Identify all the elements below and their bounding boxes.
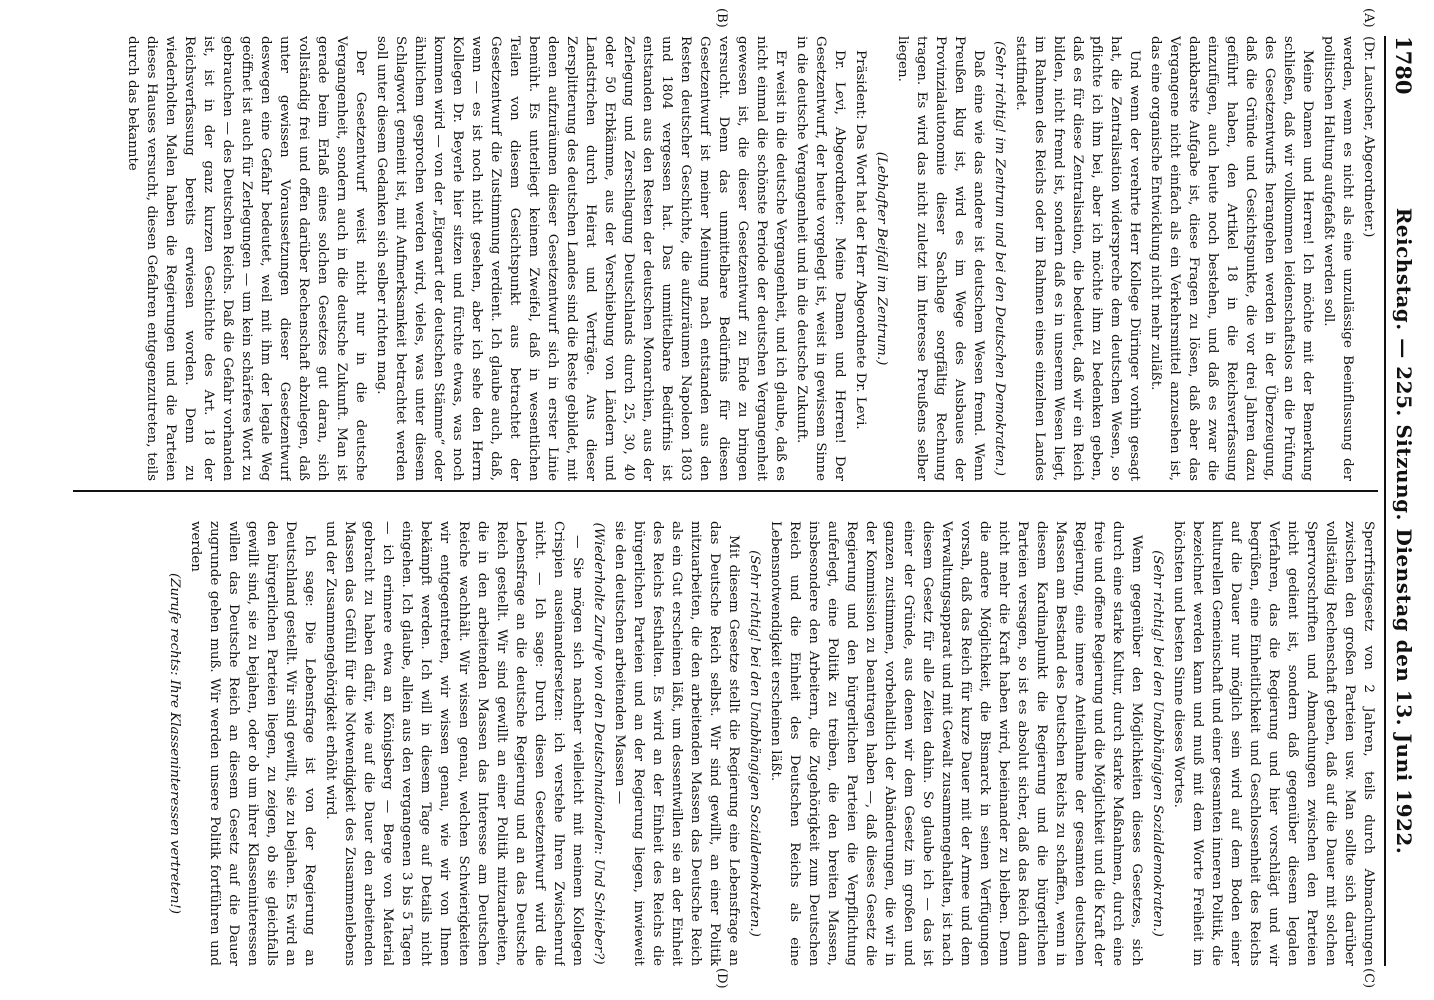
stage-direction: (Sehr richtig! bei den Unabhängigen Sozialdemokraten.): [747, 550, 762, 937]
stage-direction: (Zurufe rechts: Ihre Klasseninteressen vertreten!): [167, 572, 182, 915]
page-number: 1780: [1391, 36, 1416, 95]
margin-marker-a: (A): [1361, 8, 1376, 28]
margin-marker-c: (C): [1361, 968, 1376, 989]
text-column-left: [73, 36, 1378, 481]
paragraph: Sperrfristgesetz von 2 Jahren, teils durch Abmachungen zwischen den großen Parteien usw. Man sollte sich darüber vollständig Rechenschaft geben, daß auf die Dauer mit solchen Sperrvorschriften und Abmachungen zwischen den Parteien nicht gedient ist, sondern daß gegenüber diesem legalen Verfahren, das die Regierung und hier vorschlägt und wir begrüßen, eine Einheitlichkeit und Geschlossenheit des Reichs auf die Dauer nur möglich sein wird auf dem Boden einer kulturellen Gemeinschaft und einer gesamten inneren Politik, die bezeichnet werden kann und muß mit dem Worte Freiheit im höchsten und besten Sinne dieses Wortes.: [1171, 521, 1376, 966]
stage-direction: (Sehr richtig! bei den Unabhängigen Sozialdemokraten.): [1150, 550, 1165, 937]
paragraph: Der Gesetzentwurf weist nicht nur in die deutsche Vergangenheit, sondern auch in die deutsche Zukunft. Man ist gerade beim Erlaß eines solchen Gesetzes gut daran, sich vollständig frei und offen darüber Rechenschaft abzulegen, daß unter gewissen Voraussetzungen dieser Gesetzentwurf deswegen eine Gefahr bedeutet, weil mit ihm der legale Weg geöffnet ist auch für Zerlegungen — um kein schärferes Wort zu gebrauchen — des Deutschen Reichs. Daß die Gefahr vorhanden ist, ist in der ganz kurzen Geschichte des Art. 18 der Reichsverfassung bereits erwiesen worden. Denn zu wiederholten Malen haben die Regierungen und die Parteien dieses Hauses versucht, diesen Gefahren entgegenzutreten, teils durch das bekannte: [125, 36, 368, 481]
paragraph: Und wenn der verehrte Herr Kollege Düringer vorhin gesagt hat, die Zentralisation widerspreche dem deutschen Wesen, so pflichte ich ihm bei, aber ich möchte ihm zu bedenken geben, daß es für diese Zentralisation, die bedeutet, daß wir ein Reich bilden, nicht fremd ist, sondern daß es in unserem Wesen liegt, im Rahmen des Reichs oder im Rahmen eines einzelnen Landes stattfindet.: [1013, 36, 1142, 481]
paragraph: (Dr. Lauscher, Abgeordneter.): [1361, 36, 1376, 238]
page-header: [1384, 36, 1420, 966]
text-column-right: [73, 521, 1378, 966]
paragraph: Daß eine wie das andere ist deutschem Wesen fremd. Wenn Preußen klug ist, wird es im Wege des Ausbaues der Provinzialautonomie dieser Sachlage sorgfältig Rechnung tragen. Es wird das nicht zuletzt im Interesse Preußens selber liegen.: [895, 36, 986, 481]
paragraph: Meine Damen und Herren! Ich möchte mit der Bemerkung schließen, daß wir vollkommen leidenschaftslos an die Prüfung des Gesetzentwurfs herangehen werden in der Überzeugung, daß die Gründe und Gesichtspunkte, die vor drei Jahren dazu geführt haben, den Artikel 18 in die Reichsverfassung einzufügen, auch heute noch bestehen, und daß es zwar die dankbarste Aufgabe ist, diese Fragen zu lösen, daß aber das Vergangene nicht einfach als ein Verkehrsmittel anzusehen ist, das eine organische Entwicklung nicht mehr zuläßt.: [1148, 36, 1315, 481]
paragraph: Ich sage: Die Lebensfrage ist von der Regierung an Deutschland gestellt. Wir sind gewillt, sie zu bejahen. Es wird an den bürgerlichen Parteien liegen, zu zeigen, ob sie gleichfalls gewillt sind, sie zu bejahen, oder ob um ihrer Klasseninteressen willen das Deutsche Reich an diesem Gesetz auf die Dauer zugrunde gehen muß. Wir werden unsere Politik fortführen und werden: [188, 521, 317, 966]
margin-marker-d: (D): [714, 968, 729, 989]
column-divider: [73, 490, 1378, 492]
margin-marker-b: (B): [714, 8, 729, 28]
paragraph: — Sie mögen sich nachher vielleicht mit meinem Kollegen Crispien auseinandersetzen: ich verstehe Ihren Zwischenruf nicht. — Ich sage: Durch diesen Gesetzentwurf wird die Lebensfrage an die deutsche Regierung und an das Deutsche Reich gestellt. Wir sind gewillt an einer Politik mitzuarbeiten, die in den arbeitenden Massen das Interesse am Deutschen Reiche wachhält. Wir wissen genau, welchen Schwierigkeiten wir entgegentreten, wir wissen genau, wie wir von Ihnen bekämpft werden. Ich will in diesem Tage auf Details nicht eingehen. Ich glaube, allein aus den vergangenen 3 bis 5 Tagen — ich erinnere etwa an Königsberg — Berge von Material gebracht zu haben dafür, wie auf die Dauer den arbeitenden Massen das Gefühl für die Notwendigkeit des Zusammenlebens und der Zusammengehörigkeit erhöht wird.: [323, 521, 585, 966]
paragraph: Präsident: Das Wort hat der Herr Abgeordnete Dr. Levi.: [853, 50, 868, 430]
stage-direction: (Lebhafter Beifall im Zentrum.): [874, 151, 889, 366]
paragraph: Wenn gegenüber den Möglichkeiten dieses Gesetzes, sich durch eine starke Kultur, durch starke Maßnahmen, durch eine freie und offene Regierung und die Möglichkeit und die Kraft der Regierung, eine innere Anteilnahme der gesamten deutschen Massen am Bestand des Deutschen Reichs zu schaffen, wenn in diesem Kardinalpunkt die Regierung und die bürgerlichen Parteien versagen, so ist es absolut sicher, daß das Reich dann nicht mehr die Kraft haben wird, beieinander zu bleiben. Denn die andere Möglichkeit, die Bismarck in seinen Verfügungen vorsah, daß das Reich für kurze Dauer mit der Armee und dem Verwaltungsapparat und mit Gewalt zusammengehalten, ist nach diesem Gesetz für alle Zeiten dahin. So glaube ich — das ist einer der Gründe, aus denen wir dem Gesetz im großen und ganzen zustimmen, vorbehaltlich der Abänderungen, die wir in der Kommission zu beantragen haben —, daß dieses Gesetz die Regierung und den bürgerlichen Parteien die Verpflichtung auferlegt, eine Politik zu treiben, die den breiten Massen, insbesondere den Arbeitern, die Zugehörigkeit zum Deutschen Reich und die Einheit des Deutschen Reichs als eine Lebensnotwendigkeit erscheinen läßt.: [768, 521, 1144, 966]
paragraph: werden, wenn es nicht als eine unzulässige Beeinflussung der politischen Haltung aufgefaßt werden soll.: [1321, 36, 1355, 481]
paragraph: Er weist in die deutsche Vergangenheit, und ich glaube, daß es nicht einmal die schönste Periode der deutschen Vergangenheit gewesen ist, die dieser Gesetzentwurf zu Ende zu bringen versucht. Denn das unmittelbare Bedürfnis für diesen Gesetzentwurf ist meiner Meinung nach entstanden aus den Resten deutscher Geschichte, die aufzuräumen Napoleon 1803 und 1804 vergessen hat. Das unmittelbare Bedürfnis ist entstanden aus den Resten der deutschen Monarchien, aus der Zerlegung und Zerschlagung Deutschlands durch 25, 30, 40 oder 50 Erbkämme, aus der Verschiebung von Ländern und Landstrichen durch Heirat und Verträge. Aus dieser Zersplitterung des deutschen Landes sind die Reste gebildet, mit denen aufzuräumen dieser Gesetzentwurf sich in erster Linie bemüht. Es unterliegt keinem Zweifel, daß in wesentlichen Teilen von diesem Gesichtspunkt aus betrachtet der Gesetzentwurf die Zustimmung verdient. Ich glaube auch, daß, wenn — es ist noch nicht gesehen, aber ich sehe den Herrn Kollegen Dr. Beyerle hier sitzen und fürchte etwas, was noch kommen wird — von der „Eigenart der deutschen Stämme“ oder ähnlichem gesprochen werden wird, vieles, was unter diesem Schlagwort gemeint ist, mit Aufmerksamkeit betrachtet werden soll unter diesem Gedanken sich selber richten mag.: [374, 36, 788, 481]
paragraph: Mit diesem Gesetze stellt die Regierung eine Lebensfrage an das Deutsche Reich selbst. Wir sind gewillt, an einer Politik mitzuarbeiten, die den arbeitenden Massen das Deutsche Reich als ein Gut erscheinen läßt, um dessentwillen sie an der Einheit des Reichs festhalten. Es wird an der Einheit des Reichs die bürgerlichen Parteien und an der Regierung liegen, inwieweit sie den deutschen arbeitenden Massen —: [612, 521, 741, 966]
paragraph: Dr. Levi, Abgeordneter: Meine Damen und Herren! Der Gesetzentwurf, der heute vorgelegt ist, weist in gewissem Sinne in die deutsche Vergangenheit und in die deutsche Zukunft.: [794, 36, 847, 481]
stage-direction: (Sehr richtig! im Zentrum und bei den Deutschen Demokraten.): [992, 40, 1007, 477]
running-title: Reichstag. — 225. Sitzung. Dienstag den 13. Juni 1922.: [1392, 207, 1416, 855]
stage-direction: (Wiederholte Zurufe von den Deutschnationalen: Und Schieber?): [591, 522, 606, 965]
